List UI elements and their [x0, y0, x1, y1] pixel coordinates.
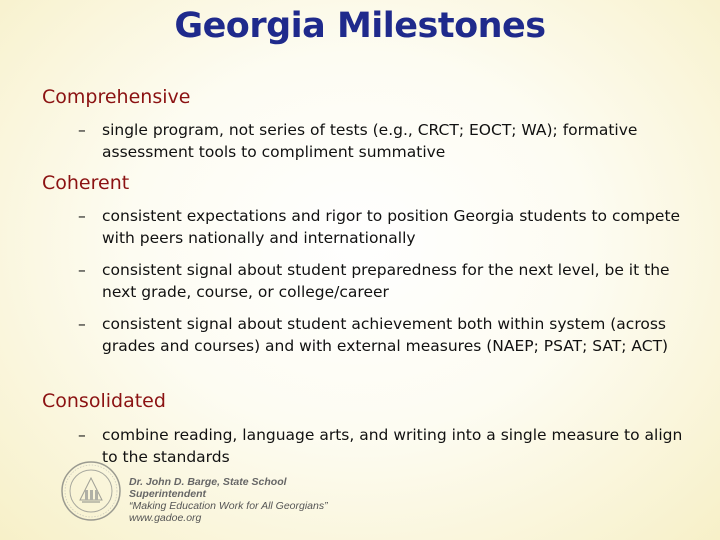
bullet-dash: – [78, 426, 86, 444]
bullet-item [78, 205, 688, 249]
bullet-text: consistent signal about student preparedness for the next level, be it the next grade, course, or college/career [102, 261, 670, 301]
bullet-dash: – [78, 207, 86, 225]
heading-coherent: Coherent [42, 172, 130, 194]
bullet-text: single program, not series of tests (e.g., CRCT; EOCT; WA); formative assessment tools to compliment summative [102, 121, 638, 161]
bullet-text: combine reading, language arts, and writing into a single measure to align to the standards [102, 426, 683, 466]
footer-name: Dr. John D. Barge, State School [129, 476, 287, 488]
heading-comprehensive: Comprehensive [42, 86, 191, 108]
bullet-dash: – [78, 315, 86, 333]
footer-website: www.gadoe.org [129, 512, 202, 524]
bullet-item [78, 313, 688, 357]
slide-title: Georgia Milestones [174, 6, 546, 46]
footer [129, 476, 328, 524]
georgia-seal-icon [60, 460, 122, 522]
footer-title: Superintendent [129, 488, 207, 500]
bullet-item [78, 119, 688, 163]
bullet-item [78, 424, 688, 468]
bullet-text: consistent signal about student achievement both within system (across grades and courses) and with external measures (NAEP; PSAT; SAT; ACT) [102, 315, 669, 355]
footer-slogan: “Making Education Work for All Georgians” [129, 500, 328, 512]
bullet-dash: – [78, 261, 86, 279]
bullet-text: consistent expectations and rigor to position Georgia students to compete with peers nationally and internationally [102, 207, 681, 247]
heading-consolidated: Consolidated [42, 390, 166, 412]
bullet-item [78, 259, 688, 303]
bullet-dash: – [78, 121, 86, 139]
